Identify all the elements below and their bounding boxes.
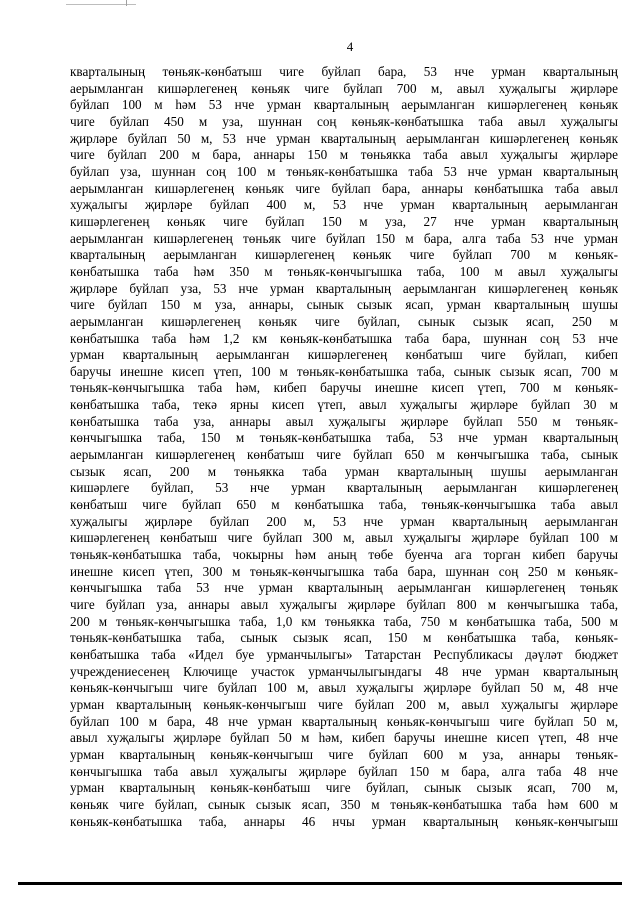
body-text bbox=[70, 64, 618, 830]
text-line: аерымланган кишәрлегенең көнбатыш чиге буйлап 650 м көнчыгышка таба, сынык bbox=[70, 447, 618, 463]
text-line: җирләре буйлап 50 м, 53 нче урман кварталының аерымланган кишәрлегенең көньяк bbox=[70, 130, 618, 146]
text-line: авыл хуҗалыгы җирләре буйлап 50 м һәм, кибеп баручы инешне кисеп үтеп, 48 нче bbox=[70, 730, 618, 746]
text-line: чиге буйлап 450 м уза, шуннан соң көньяк-көнбатышка таба авыл хуҗалыгы bbox=[70, 113, 618, 129]
text-line: кварталының төньяк-көнбатыш чиге буйлап бара, 53 нче урман кварталының bbox=[70, 64, 618, 79]
text-line: көнбатышка таба, текә ярны кисеп үтеп, авыл хуҗалыгы җирләре буйлап 30 м bbox=[70, 397, 618, 413]
text-line: көнчыгышка таба авыл хуҗалыгы җирләре буйлап 150 м бара, алга таба 48 нче bbox=[70, 763, 618, 779]
text-line: көнбатышка таба һәм 1,2 км көньяк-көнбатышка таба бара, шуннан соң 53 нче bbox=[70, 330, 618, 346]
text-line: 200 м төньяк-көнчыгышка таба, 1,0 км төньякка таба, 750 м көнбатышка таба, 500 м bbox=[70, 613, 618, 629]
text-line: аерымланган кишәрлегенең көньяк чиге буйлап бара, аннары көнбатышка таба авыл bbox=[70, 180, 618, 196]
text-line: җирләре буйлап уза, 53 нче урман кварталының аерымланган кишәрлегенең көньяк bbox=[70, 280, 618, 296]
text-line: көнбатышка таба «Идел буе урманчылыгы» Татарстан Республикасы дәүләт бюджет bbox=[70, 646, 618, 662]
text-line: кишәрлегенең көньяк чиге буйлап 150 м уза, 27 нче урман кварталының bbox=[70, 213, 618, 229]
text-line: көнчыгышка таба, 150 м төньяк-көнбатышка таба, 53 нче урман кварталының bbox=[70, 430, 618, 446]
text-line: буйлап 100 м бара, 48 нче урман кварталының көньяк-көнчыгыш чиге буйлап 50 м, bbox=[70, 713, 618, 729]
text-line: учреждениесенең Ключище участок урманчылыгындагы 48 нче урман кварталының bbox=[70, 663, 618, 679]
text-line: төньяк-көнбатышка таба, сынык сызык ясап, 150 м көнбатышка таба, көньяк- bbox=[70, 630, 618, 646]
page-number: 4 bbox=[346, 39, 354, 54]
text-line: урман кварталының көньяк-көнчыгыш чиге буйлап 200 м, авыл хуҗалыгы җирләре bbox=[70, 696, 618, 712]
text-line: көньяк-көнбатышка таба, аннары 46 нчы урман кварталының көньяк-көнчыгыш bbox=[70, 813, 618, 829]
text-line: аерымланган кишәрлегенең көньяк чиге буйлап 700 м, авыл хуҗалыгы җирләре bbox=[70, 80, 618, 96]
text-line: аерымланган кишәрлегенең төньяк чиге буйлап 150 м бара, алга таба 53 нче урман bbox=[70, 230, 618, 246]
text-line: чиге буйлап уза, аннары авыл хуҗалыгы җирләре буйлап 800 м көнчыгышка таба, bbox=[70, 597, 618, 612]
text-line: инешне кисеп үтеп, 300 м төньяк-көнчыгышка таба бара, шуннан соң 250 м көньяк- bbox=[70, 563, 618, 579]
text-line: урман кварталының аерымланган кишәрлегенең көнбатыш чиге буйлап, кибеп bbox=[70, 347, 618, 363]
text-line: урман кварталының көньяк-көнчыгыш чиге буйлап 600 м уза, аннары төньяк- bbox=[70, 746, 618, 762]
text-line: көнбатышка таба һәм 350 м төньяк-көнчыгышка таба, 100 м авыл хуҗалыгы bbox=[70, 263, 618, 279]
text-line: кишәрлеге буйлап, 53 нче урман кварталының аерымланган кишәрлегенең bbox=[70, 480, 618, 496]
text-line: көнчыгышка таба 53 нче урман кварталының аерымланган кишәрлегенең төньяк bbox=[70, 580, 618, 596]
text-line: чиге буйлап 150 м уза, аннары, сынык сызык ясап, урман кварталының шушы bbox=[70, 297, 618, 313]
text-line: сызык ясап, 200 м төньякка таба урман кварталының шушы аерымланган bbox=[70, 463, 618, 479]
text-line: буйлап уза, шуннан соң 100 м төньяк-көнбатышка таба 53 нче урман кварталының bbox=[70, 163, 618, 179]
text-line: буйлап 100 м һәм 53 нче урман кварталының аерымланган кишәрлегенең көньяк bbox=[70, 97, 618, 113]
text-line: кишәрлегенең көнбатыш чиге буйлап 300 м, авыл хуҗалыгы җирләре буйлап 100 м bbox=[70, 530, 618, 546]
text-line: аерымланган кишәрлегенең көньяк чиге буйлап, сынык сызык ясап, 250 м bbox=[70, 313, 618, 329]
text-line: урман кварталының көньяк-көнбатыш чиге буйлап, сынык сызык ясап, 700 м, bbox=[70, 780, 618, 796]
text-line: баручы инешне кисеп үтеп, 100 м төньяк-көнбатышка таба, сынык сызык ясап, 700 м bbox=[70, 363, 618, 379]
text-line: төньяк-көнбатышка таба, чокырны һәм аның төбе буенча ага торган кибеп баручы bbox=[70, 547, 618, 563]
text-line: хуҗалыгы җирләре буйлап 200 м, 53 нче урман кварталының аерымланган bbox=[70, 513, 618, 529]
text-line: көньяк-көнчыгыш чиге буйлап 100 м, авыл хуҗалыгы җирләре буйлап 50 м, 48 нче bbox=[70, 680, 618, 696]
scan-edge-bottom bbox=[18, 882, 622, 885]
text-line: көнбатышка таба уза, аннары авыл хуҗалыгы җирләре буйлап 550 м төньяк- bbox=[70, 413, 618, 429]
scan-edge-tick bbox=[126, 0, 127, 6]
text-line: кварталының аерымланган кишәрлегенең көньяк чиге буйлап 700 м көньяк- bbox=[70, 247, 618, 263]
text-line: хуҗалыгы җирләре буйлап 400 м, 53 нче урман кварталының аерымланган bbox=[70, 197, 618, 213]
text-line: төньяк-көнчыгышка таба һәм, кибеп баручы инешне кисеп үтеп, 700 м көньяк- bbox=[70, 380, 618, 396]
text-line: көнбатыш чиге буйлап 650 м көнбатышка таба, төньяк-көнчыгышка таба авыл bbox=[70, 497, 618, 513]
text-line: чиге буйлап 200 м бара, аннары 150 м төньякка таба авыл хуҗалыгы җирләре bbox=[70, 147, 618, 163]
text-line: көньяк чиге буйлап, сынык сызык ясап, 350 м төньяк-көнбатышка таба һәм 600 м bbox=[70, 796, 618, 812]
